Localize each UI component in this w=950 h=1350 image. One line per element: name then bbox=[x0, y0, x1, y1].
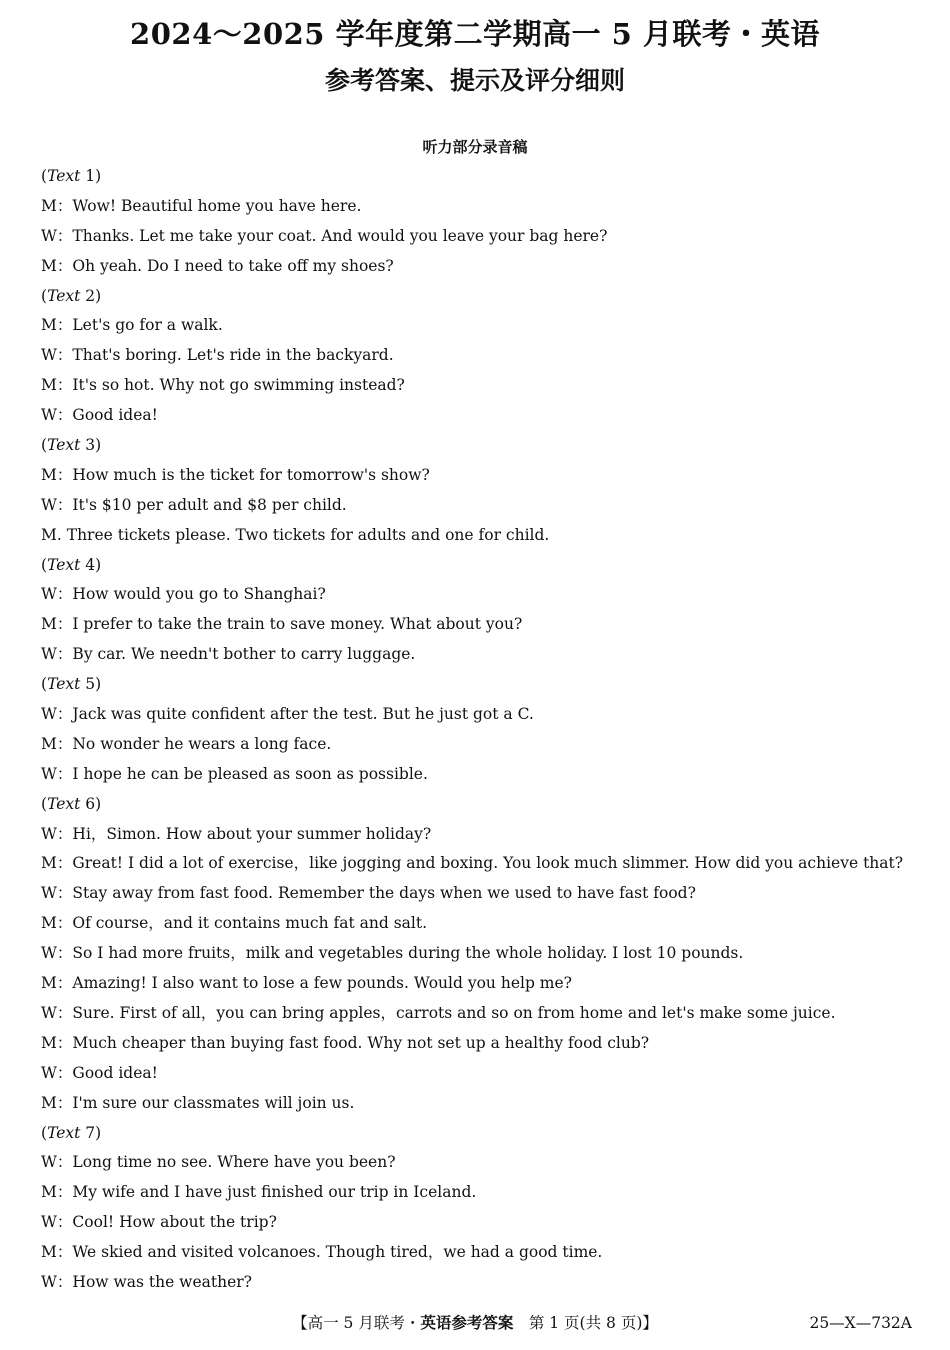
footer-page-info bbox=[0, 1308, 950, 1338]
label-number: 6) bbox=[80, 794, 102, 813]
section-heading: 听力部分录音稿 bbox=[422, 138, 528, 156]
transcript bbox=[41, 162, 931, 1298]
page-title: 2024～2025 学年度第二学期高一 5 月联考・英语 bbox=[130, 17, 820, 51]
footer-doc-code: 25—X—732A bbox=[809, 1314, 912, 1332]
dialogue-line: W：Good idea! bbox=[41, 1063, 158, 1082]
dialogue-line: M：Let's go for a walk. bbox=[41, 316, 223, 335]
label-word: Text bbox=[47, 1123, 81, 1142]
label-open-paren: ( bbox=[41, 286, 48, 305]
text-section-label bbox=[41, 282, 931, 312]
dialogue-line: W：How was the weather? bbox=[41, 1272, 252, 1291]
text-section-label bbox=[41, 670, 931, 700]
dialogue-line: M：My wife and I have just finished our trip in Iceland. bbox=[41, 1183, 477, 1202]
dialogue-line: M：Wow! Beautiful home you have here. bbox=[41, 196, 362, 215]
label-open-paren: ( bbox=[41, 675, 48, 694]
dialogue-line: W：Sure. First of all，you can bring apples，carrots and so on from home and let's make some juice. bbox=[41, 1003, 836, 1022]
dialogue-line: M：We skied and visited volcanoes. Though tired，we had a good time. bbox=[41, 1243, 603, 1262]
dialogue-line: W：By car. We needn't bother to carry luggage. bbox=[41, 645, 416, 664]
text-section-label bbox=[41, 162, 931, 192]
label-number: 5) bbox=[80, 675, 102, 694]
text-section-label bbox=[41, 431, 931, 461]
text-section-label bbox=[41, 551, 931, 581]
dialogue-line: W：Jack was quite confident after the test. But he just got a C. bbox=[41, 705, 534, 724]
text-section-label bbox=[41, 790, 931, 820]
label-number: 4) bbox=[80, 555, 102, 574]
label-open-paren: ( bbox=[41, 555, 48, 574]
label-number: 1) bbox=[80, 167, 102, 185]
label-number: 3) bbox=[80, 436, 102, 455]
dialogue-line: M：Much cheaper than buying fast food. Why not set up a healthy food club? bbox=[41, 1033, 650, 1052]
dialogue-line: W：That's boring. Let's ride in the backyard. bbox=[41, 346, 394, 365]
page-footer bbox=[0, 1308, 950, 1338]
dialogue-line: W：Good idea! bbox=[41, 406, 158, 425]
label-open-paren: ( bbox=[41, 1123, 48, 1142]
dialogue-line: M：Of course，and it contains much fat and salt. bbox=[41, 914, 428, 933]
footer-open: 【高一 5 月联考・ bbox=[292, 1314, 421, 1332]
dialogue-line: M：It's so hot. Why not go swimming instead? bbox=[41, 376, 405, 395]
dialogue-line: M：How much is the ticket for tomorrow's show? bbox=[41, 465, 430, 484]
dialogue-line: M：No wonder he wears a long face. bbox=[41, 734, 332, 753]
dialogue-line: W：Long time no see. Where have you been? bbox=[41, 1153, 396, 1172]
dialogue-line: W：It's $10 per adult and $8 per child. bbox=[41, 495, 347, 514]
footer-doc-name: 英语参考答案 bbox=[420, 1314, 514, 1332]
label-word: Text bbox=[47, 436, 81, 455]
dialogue-line: M：I'm sure our classmates will join us. bbox=[41, 1093, 355, 1112]
dialogue-line: W：Stay away from fast food. Remember the days when we used to have fast food? bbox=[41, 884, 696, 903]
dialogue-line: M：Great! I did a lot of exercise，like jogging and boxing. You look much slimmer. How did you achieve that? bbox=[41, 854, 904, 873]
dialogue-line: W：I hope he can be pleased as soon as possible. bbox=[41, 764, 428, 783]
dialogue-line: W：Hi，Simon. How about your summer holiday? bbox=[41, 824, 432, 843]
label-open-paren: ( bbox=[41, 794, 48, 813]
dialogue-line: M：Oh yeah. Do I need to take off my shoes? bbox=[41, 256, 394, 275]
footer-page-number: 第 1 页(共 8 页)】 bbox=[513, 1314, 658, 1332]
text-section-label bbox=[41, 1119, 931, 1149]
dialogue-line: M：I prefer to take the train to save money. What about you? bbox=[41, 615, 523, 634]
dialogue-line: W：Cool! How about the trip? bbox=[41, 1213, 277, 1232]
label-word: Text bbox=[47, 794, 81, 813]
label-open-paren: ( bbox=[41, 167, 48, 185]
label-word: Text bbox=[47, 167, 81, 185]
dialogue-line: M：Amazing! I also want to lose a few pounds. Would you help me? bbox=[41, 974, 572, 993]
page-subtitle: 参考答案、提示及评分细则 bbox=[324, 66, 625, 95]
label-number: 2) bbox=[80, 286, 102, 305]
dialogue-line: W：How would you go to Shanghai? bbox=[41, 585, 326, 604]
dialogue-line: M. Three tickets please. Two tickets for adults and one for child. bbox=[41, 525, 550, 544]
label-word: Text bbox=[47, 286, 81, 305]
dialogue-line: W：Thanks. Let me take your coat. And would you leave your bag here? bbox=[41, 226, 608, 245]
label-open-paren: ( bbox=[41, 436, 48, 455]
label-number: 7) bbox=[80, 1123, 102, 1142]
label-word: Text bbox=[47, 675, 81, 694]
label-word: Text bbox=[47, 555, 81, 574]
dialogue-line: W：So I had more fruits，milk and vegetables during the whole holiday. I lost 10 pounds. bbox=[41, 944, 744, 963]
